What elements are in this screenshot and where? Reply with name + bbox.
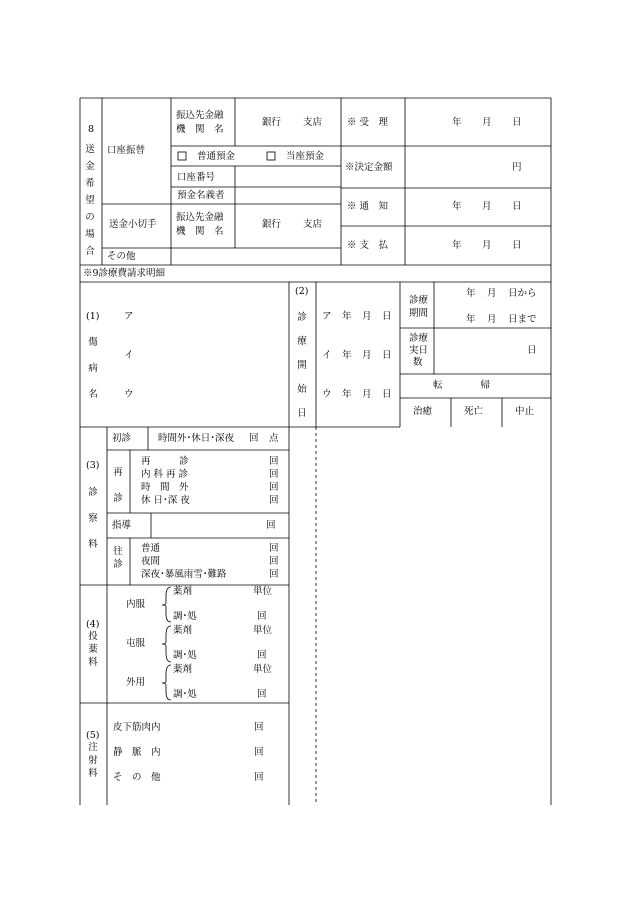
- start-row-year: 年: [342, 389, 352, 400]
- medication-drug-label: 薬剤: [173, 586, 193, 597]
- start-row-label: ウ: [322, 389, 332, 400]
- revisit-item-times: 回: [269, 495, 279, 506]
- institution2-label-1: 振込先金融: [176, 212, 224, 223]
- notified-label: ※ 通 知: [347, 201, 389, 212]
- revisit-item: 時 間 外: [141, 482, 189, 493]
- revisit-item-times: 回: [269, 469, 279, 480]
- injection-title: [87, 741, 99, 780]
- start-row-day: 日: [382, 350, 392, 361]
- revisit-item: 再 診: [141, 456, 189, 467]
- money-order-label: 送金小切手: [109, 219, 157, 230]
- medication-number: (4): [86, 619, 100, 630]
- home-visit-item-times: 回: [269, 556, 279, 567]
- other-label: その他: [107, 251, 136, 262]
- consultation-title: [87, 480, 99, 558]
- period-from-month: 月: [487, 288, 497, 299]
- revisit-title-char: 再: [113, 467, 123, 478]
- revisit-item: 休 日･深 夜: [141, 495, 190, 506]
- consultation-number: (3): [86, 460, 100, 471]
- injection-item-times: 回: [254, 772, 264, 783]
- disease-title-char: 病: [88, 363, 98, 374]
- medication-times-label: 回: [257, 611, 267, 622]
- days-label-3: 数: [413, 357, 423, 368]
- paid-year: 年: [452, 240, 462, 251]
- outcome-stopped: 中止: [515, 406, 535, 417]
- start-title-char: 始: [297, 384, 307, 395]
- injection-title-char: 料: [88, 768, 98, 779]
- injection-title-char: 射: [88, 755, 98, 766]
- guidance-label: 指導: [112, 520, 132, 531]
- days-label-1: 診療: [409, 333, 429, 344]
- first-visit-times: 回: [249, 433, 259, 444]
- received-day: 日: [512, 117, 522, 128]
- paid-month: 月: [482, 240, 492, 251]
- amount-yen: 円: [512, 162, 522, 173]
- start-number: (2): [295, 286, 309, 297]
- section9-title: ※9診療費請求明細: [83, 268, 166, 279]
- medication-title-char: 料: [88, 657, 98, 668]
- disease-item-i: イ: [124, 350, 134, 361]
- institution-label-1: 振込先金融: [176, 110, 224, 121]
- section8-title-char: 希: [85, 178, 95, 189]
- consultation-title-char: 察: [88, 513, 98, 524]
- home-visit-item: 夜間: [141, 556, 161, 567]
- account-number-label: 口座番号: [177, 172, 216, 183]
- injection-item: 静 脈 内: [113, 747, 161, 758]
- received-month: 月: [482, 117, 492, 128]
- revisit-item: 内 科 再 診: [141, 469, 189, 480]
- medication-unit-label: 単位: [253, 625, 273, 636]
- bank-label: 銀行: [262, 117, 282, 128]
- notified-year: 年: [452, 201, 462, 212]
- revisit-item-times: 回: [269, 456, 279, 467]
- revisit-item-times: 回: [269, 482, 279, 493]
- home-visit-item: 深夜･暴風雨雪･難路: [141, 569, 227, 580]
- medication-prep-label: 調･処: [173, 611, 197, 622]
- outcome-label: 転 帰: [433, 380, 491, 391]
- received-label: ※ 受 理: [347, 117, 389, 128]
- medication-prep-label: 調･処: [173, 650, 197, 661]
- medication-times-label: 回: [257, 650, 267, 661]
- period-label-2: 期間: [409, 308, 429, 319]
- section8-title-char: 場: [85, 229, 95, 240]
- account-holder-label: 預金名義者: [177, 190, 225, 201]
- injection-number: (5): [86, 730, 100, 741]
- section8-title-char: の: [85, 212, 95, 223]
- period-to-year: 年: [466, 314, 476, 325]
- paid-day: 日: [512, 240, 522, 251]
- branch2-label: 支店: [303, 219, 323, 230]
- home-visit-item-times: 回: [269, 569, 279, 580]
- injection-item-times: 回: [254, 722, 264, 733]
- start-title-char: 開: [297, 360, 307, 371]
- period-label-1: 診療: [409, 295, 429, 306]
- ordinary-deposit-label: 普通預金: [197, 151, 236, 162]
- medication-title: [87, 630, 99, 669]
- home-visit-title-char: 往: [113, 546, 123, 557]
- first-visit-label: 初診: [112, 433, 132, 444]
- start-row-month: 月: [362, 350, 372, 361]
- start-title-char: 療: [297, 336, 307, 347]
- start-row-month: 月: [362, 389, 372, 400]
- injection-item: 皮下筋肉内: [113, 722, 161, 733]
- start-title-char: 診: [297, 312, 307, 323]
- notified-month: 月: [482, 201, 492, 212]
- medication-drug-label: 薬剤: [173, 625, 193, 636]
- medication-group-label: 内服: [126, 599, 146, 610]
- institution-label-2: 機 関 名: [176, 124, 224, 135]
- medication-unit-label: 単位: [253, 664, 273, 675]
- revisit-title-char: 診: [113, 493, 123, 504]
- start-row-label: イ: [322, 350, 332, 361]
- branch-label: 支店: [303, 117, 323, 128]
- decided-amount-label: ※決定金額: [345, 162, 393, 173]
- days-unit: 日: [527, 345, 537, 356]
- start-row-month: 月: [362, 311, 372, 322]
- section8-title-char: 望: [85, 195, 95, 206]
- injection-item-times: 回: [254, 747, 264, 758]
- home-visit-item-times: 回: [269, 543, 279, 554]
- home-visit-title-char: 診: [113, 559, 123, 570]
- medication-times-label: 回: [257, 689, 267, 700]
- section8-title: [84, 141, 96, 260]
- section8-title-char: 合: [85, 246, 95, 257]
- medication-title-char: 投: [88, 631, 98, 642]
- home-visit-item: 普通: [141, 543, 161, 554]
- period-to: 日まで: [508, 314, 537, 325]
- current-deposit-label: 当座預金: [286, 151, 325, 162]
- bank2-label: 銀行: [262, 219, 282, 230]
- section8-number: 8: [88, 124, 95, 135]
- medication-unit-label: 単位: [253, 586, 273, 597]
- medication-drug-label: 薬剤: [173, 664, 193, 675]
- period-to-month: 月: [487, 314, 497, 325]
- disease-title-char: 名: [88, 389, 98, 400]
- medication-prep-label: 調･処: [173, 689, 197, 700]
- paid-label: ※ 支 払: [347, 240, 389, 251]
- institution2-label-2: 機 関 名: [176, 226, 224, 237]
- outcome-cured: 治癒: [413, 406, 433, 417]
- injection-item: そ の 他: [113, 772, 161, 783]
- start-row-year: 年: [342, 311, 352, 322]
- disease-item-u: ウ: [124, 389, 134, 400]
- days-label-2: 実日: [409, 345, 429, 356]
- section8-title-char: 送: [85, 144, 95, 155]
- medication-group-label: 屯服: [126, 638, 146, 649]
- home-visit-title: [112, 545, 124, 571]
- disease-title-char: 傷: [88, 337, 98, 348]
- bank-transfer-label: 口座振替: [107, 145, 146, 156]
- disease-item-a: ア: [124, 311, 134, 322]
- revisit-title: [112, 460, 124, 512]
- disease-number: (1): [86, 311, 100, 322]
- start-row-day: 日: [382, 311, 392, 322]
- section8-title-char: 金: [85, 161, 95, 172]
- period-from: 日から: [508, 288, 537, 299]
- medication-group-label: 外用: [126, 677, 146, 688]
- start-title: [296, 306, 308, 426]
- start-row-label: ア: [322, 311, 332, 322]
- outcome-died: 死亡: [464, 406, 484, 417]
- guidance-times: 回: [266, 520, 276, 531]
- disease-title: [87, 330, 99, 408]
- start-title-char: 日: [297, 408, 307, 419]
- after-hours-label: 時間外･休日･深夜: [158, 433, 235, 444]
- consultation-title-char: 診: [88, 487, 98, 498]
- period-from-year: 年: [466, 288, 476, 299]
- start-row-year: 年: [342, 350, 352, 361]
- received-year: 年: [452, 117, 462, 128]
- first-visit-points: 点: [269, 433, 279, 444]
- medication-title-char: 薬: [88, 644, 98, 655]
- consultation-title-char: 料: [88, 539, 98, 550]
- injection-title-char: 注: [88, 742, 98, 753]
- notified-day: 日: [512, 201, 522, 212]
- start-row-day: 日: [382, 389, 392, 400]
